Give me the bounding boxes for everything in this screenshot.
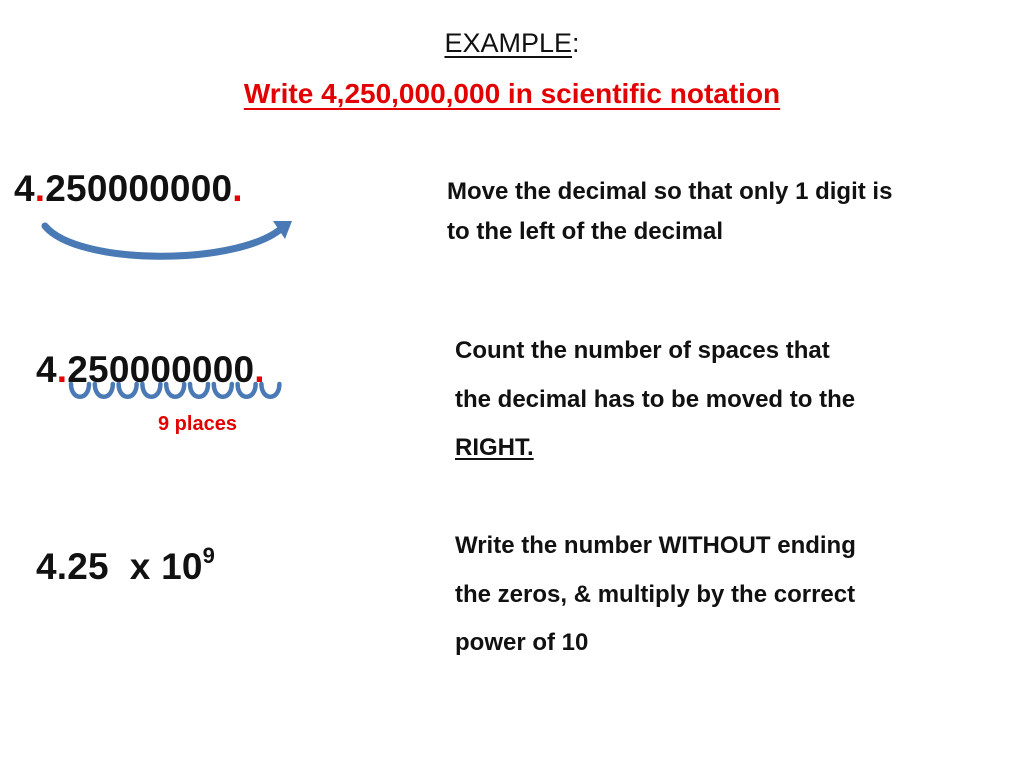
step3-instruction-line1: Write the number WITHOUT ending xyxy=(455,532,856,559)
decimal-hop-3 xyxy=(119,384,137,397)
step1-instruction-line2: to the left of the decimal xyxy=(447,218,724,245)
decimal-hop-6 xyxy=(190,384,208,397)
step3-instruction-line3: power of 10 xyxy=(455,629,589,656)
step3-instruction xyxy=(455,522,1015,668)
decimal-hop-1 xyxy=(71,384,89,397)
step2-instruction-line1: Count the number of spaces that xyxy=(455,337,830,364)
example-heading xyxy=(0,28,1024,59)
step2-instruction xyxy=(455,327,1015,473)
places-count-label: 9 places xyxy=(158,413,237,435)
example-colon: : xyxy=(572,28,580,58)
decimal-hop-4 xyxy=(142,384,160,397)
scientific-notation-result xyxy=(36,543,216,588)
step2-number-rest: 250000000 xyxy=(67,349,255,390)
step2-number-lead: 4 xyxy=(36,349,57,390)
decimal-hops-icon xyxy=(68,382,318,408)
step2-instruction-line2: the decimal has to be moved to the xyxy=(455,385,856,413)
result-coefficient: 4.25 xyxy=(36,546,109,587)
decimal-hop-9 xyxy=(261,384,279,397)
step1-instruction-line1: Move the decimal so that only 1 digit is xyxy=(447,178,893,205)
step1-decimal-point: . xyxy=(34,168,46,209)
step1-number-lead: 4 xyxy=(14,168,35,209)
problem-statement: Write 4,250,000,000 in scientific notation xyxy=(243,78,781,109)
step1-number-rest: 250000000 xyxy=(45,168,233,209)
step3-instruction-line2: the zeros, & multiply by the correct xyxy=(455,580,856,608)
result-exponent: 9 xyxy=(202,543,216,568)
result-base: 10 xyxy=(161,546,203,587)
step1-end-point: . xyxy=(232,168,243,209)
example-label: EXAMPLE xyxy=(444,28,573,58)
step2-end-point: . xyxy=(254,349,265,390)
step1-instruction xyxy=(447,172,1017,252)
decimal-hop-8 xyxy=(238,384,256,397)
decimal-hop-5 xyxy=(166,384,184,397)
result-times: x xyxy=(129,546,151,587)
decimal-hop-7 xyxy=(214,384,232,397)
decimal-hop-2 xyxy=(95,384,113,397)
move-decimal-arrow-icon xyxy=(38,218,298,268)
step2-instruction-emphasis: RIGHT. xyxy=(455,434,534,461)
step2-decimal-point: . xyxy=(56,349,68,390)
step1-number xyxy=(14,168,243,210)
